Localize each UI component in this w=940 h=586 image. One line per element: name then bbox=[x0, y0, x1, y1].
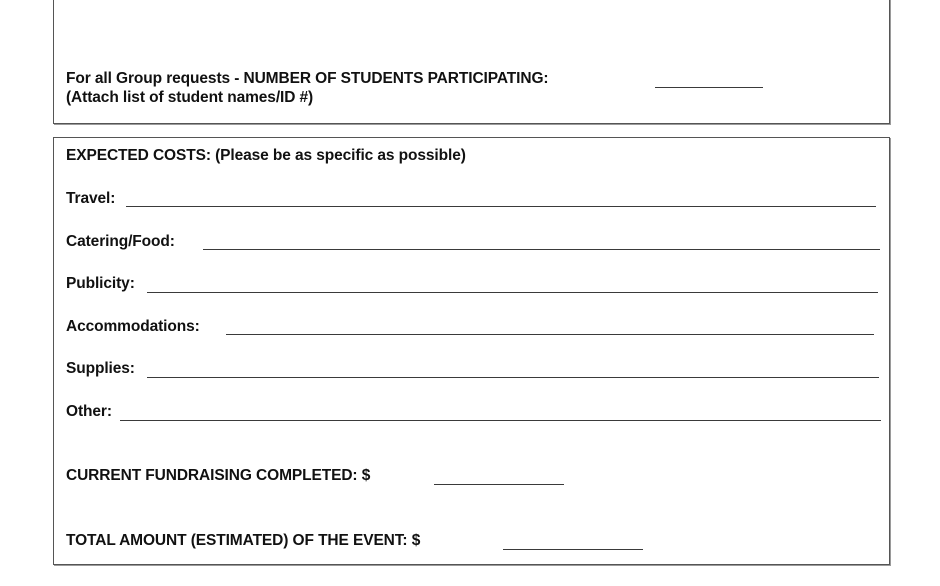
catering-food-label: Catering/Food: bbox=[66, 233, 175, 250]
accommodations-label: Accommodations: bbox=[66, 318, 200, 335]
fundraising-completed-underline bbox=[434, 484, 564, 485]
total-estimated-underline bbox=[503, 549, 643, 550]
publicity-label: Publicity: bbox=[66, 275, 135, 292]
students-participating-underline bbox=[655, 87, 763, 88]
total-estimated-field[interactable] bbox=[503, 532, 643, 550]
supplies-field[interactable] bbox=[147, 360, 879, 378]
students-participating-field[interactable] bbox=[655, 70, 763, 88]
fundraising-completed-label: CURRENT FUNDRAISING COMPLETED: $ bbox=[66, 467, 371, 484]
total-estimated-label: TOTAL AMOUNT (ESTIMATED) OF THE EVENT: $ bbox=[66, 532, 421, 549]
catering-food-underline bbox=[203, 249, 880, 250]
other-field[interactable] bbox=[120, 403, 881, 421]
expected-costs-heading: EXPECTED COSTS: (Please be as specific as possible) bbox=[66, 147, 466, 164]
accommodations-underline bbox=[226, 334, 874, 335]
other-label: Other: bbox=[66, 403, 112, 420]
fundraising-completed-field[interactable] bbox=[434, 467, 564, 485]
attach-list-note: (Attach list of student names/ID #) bbox=[66, 89, 314, 106]
supplies-label: Supplies: bbox=[66, 360, 135, 377]
other-underline bbox=[120, 420, 881, 421]
publicity-underline bbox=[147, 292, 878, 293]
students-participating-label: For all Group requests - NUMBER OF STUDENTS PARTICIPATING: bbox=[66, 70, 549, 87]
travel-underline bbox=[126, 206, 876, 207]
publicity-field[interactable] bbox=[147, 275, 878, 293]
travel-label: Travel: bbox=[66, 190, 116, 207]
supplies-underline bbox=[147, 377, 879, 378]
